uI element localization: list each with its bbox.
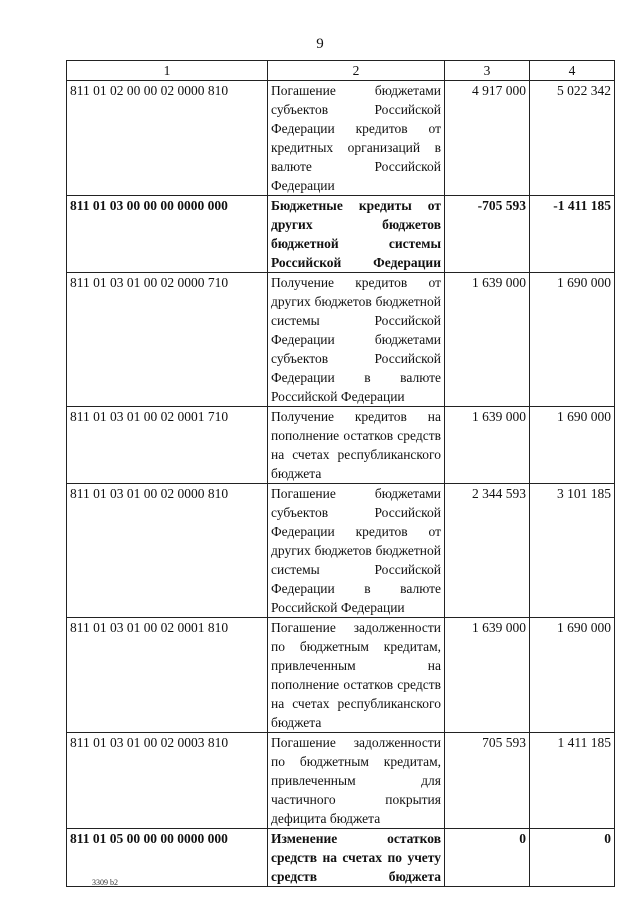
table-row	[67, 196, 615, 273]
amount-col4: 1 411 185	[530, 733, 615, 829]
budget-table	[66, 60, 615, 887]
amount-col4: 0	[530, 829, 615, 887]
budget-code: 811 01 02 00 00 02 0000 810	[67, 81, 268, 196]
table-row	[67, 407, 615, 484]
item-name: Погашение задолженности по бюджетным кредитам, привлеченным для частичного покрытия дефицита бюджета	[268, 733, 445, 829]
amount-col3: -705 593	[445, 196, 530, 273]
table-row	[67, 81, 615, 196]
amount-col4: 1 690 000	[530, 407, 615, 484]
table-row	[67, 273, 615, 407]
amount-col3: 4 917 000	[445, 81, 530, 196]
amount-col4: 1 690 000	[530, 273, 615, 407]
amount-col3: 1 639 000	[445, 618, 530, 733]
amount-col4: 1 690 000	[530, 618, 615, 733]
amount-col3: 1 639 000	[445, 407, 530, 484]
budget-code: 811 01 03 00 00 00 0000 000	[67, 196, 268, 273]
item-name: Погашение бюджетами субъектов Российской Федерации кредитов от кредитных организаций в валюте Российской Федерации	[268, 81, 445, 196]
item-name: Получение кредитов на пополнение остатков средств на счетах республиканского бюджета	[268, 407, 445, 484]
page-number: 9	[316, 36, 324, 52]
budget-code: 811 01 03 01 00 02 0003 810	[67, 733, 268, 829]
amount-col3: 705 593	[445, 733, 530, 829]
header-col-3: 3	[445, 61, 530, 81]
budget-code: 811 01 03 01 00 02 0000 810	[67, 484, 268, 618]
item-name: Получение кредитов от других бюджетов бюджетной системы Российской Федерации бюджетами субъектов Российской Федерации в валюте Российской Федерации	[268, 273, 445, 407]
header-col-2: 2	[268, 61, 445, 81]
amount-col3: 2 344 593	[445, 484, 530, 618]
budget-code: 811 01 03 01 00 02 0000 710	[67, 273, 268, 407]
amount-col3: 1 639 000	[445, 273, 530, 407]
table-header-row	[67, 61, 615, 81]
amount-col3: 0	[445, 829, 530, 887]
budget-code: 811 01 05 00 00 00 0000 000	[67, 829, 268, 887]
item-name: Погашение задолженности по бюджетным кредитам, привлеченным на пополнение остатков средств на счетах республиканского бюджета	[268, 618, 445, 733]
amount-col4: 5 022 342	[530, 81, 615, 196]
item-name: Изменение остатков средств на счетах по учету средств бюджета	[268, 829, 445, 887]
table-row	[67, 618, 615, 733]
table-row	[67, 733, 615, 829]
budget-code: 811 01 03 01 00 02 0001 710	[67, 407, 268, 484]
header-col-4: 4	[530, 61, 615, 81]
amount-col4: 3 101 185	[530, 484, 615, 618]
table-row	[67, 829, 615, 887]
header-col-1: 1	[67, 61, 268, 81]
table-row	[67, 484, 615, 618]
item-name: Бюджетные кредиты от других бюджетов бюджетной системы Российской Федерации	[268, 196, 445, 273]
budget-code: 811 01 03 01 00 02 0001 810	[67, 618, 268, 733]
item-name: Погашение бюджетами субъектов Российской Федерации кредитов от других бюджетов бюджетной системы Российской Федерации в валюте Российской Федерации	[268, 484, 445, 618]
amount-col4: -1 411 185	[530, 196, 615, 273]
footer-code: 3309 b2	[92, 878, 118, 887]
